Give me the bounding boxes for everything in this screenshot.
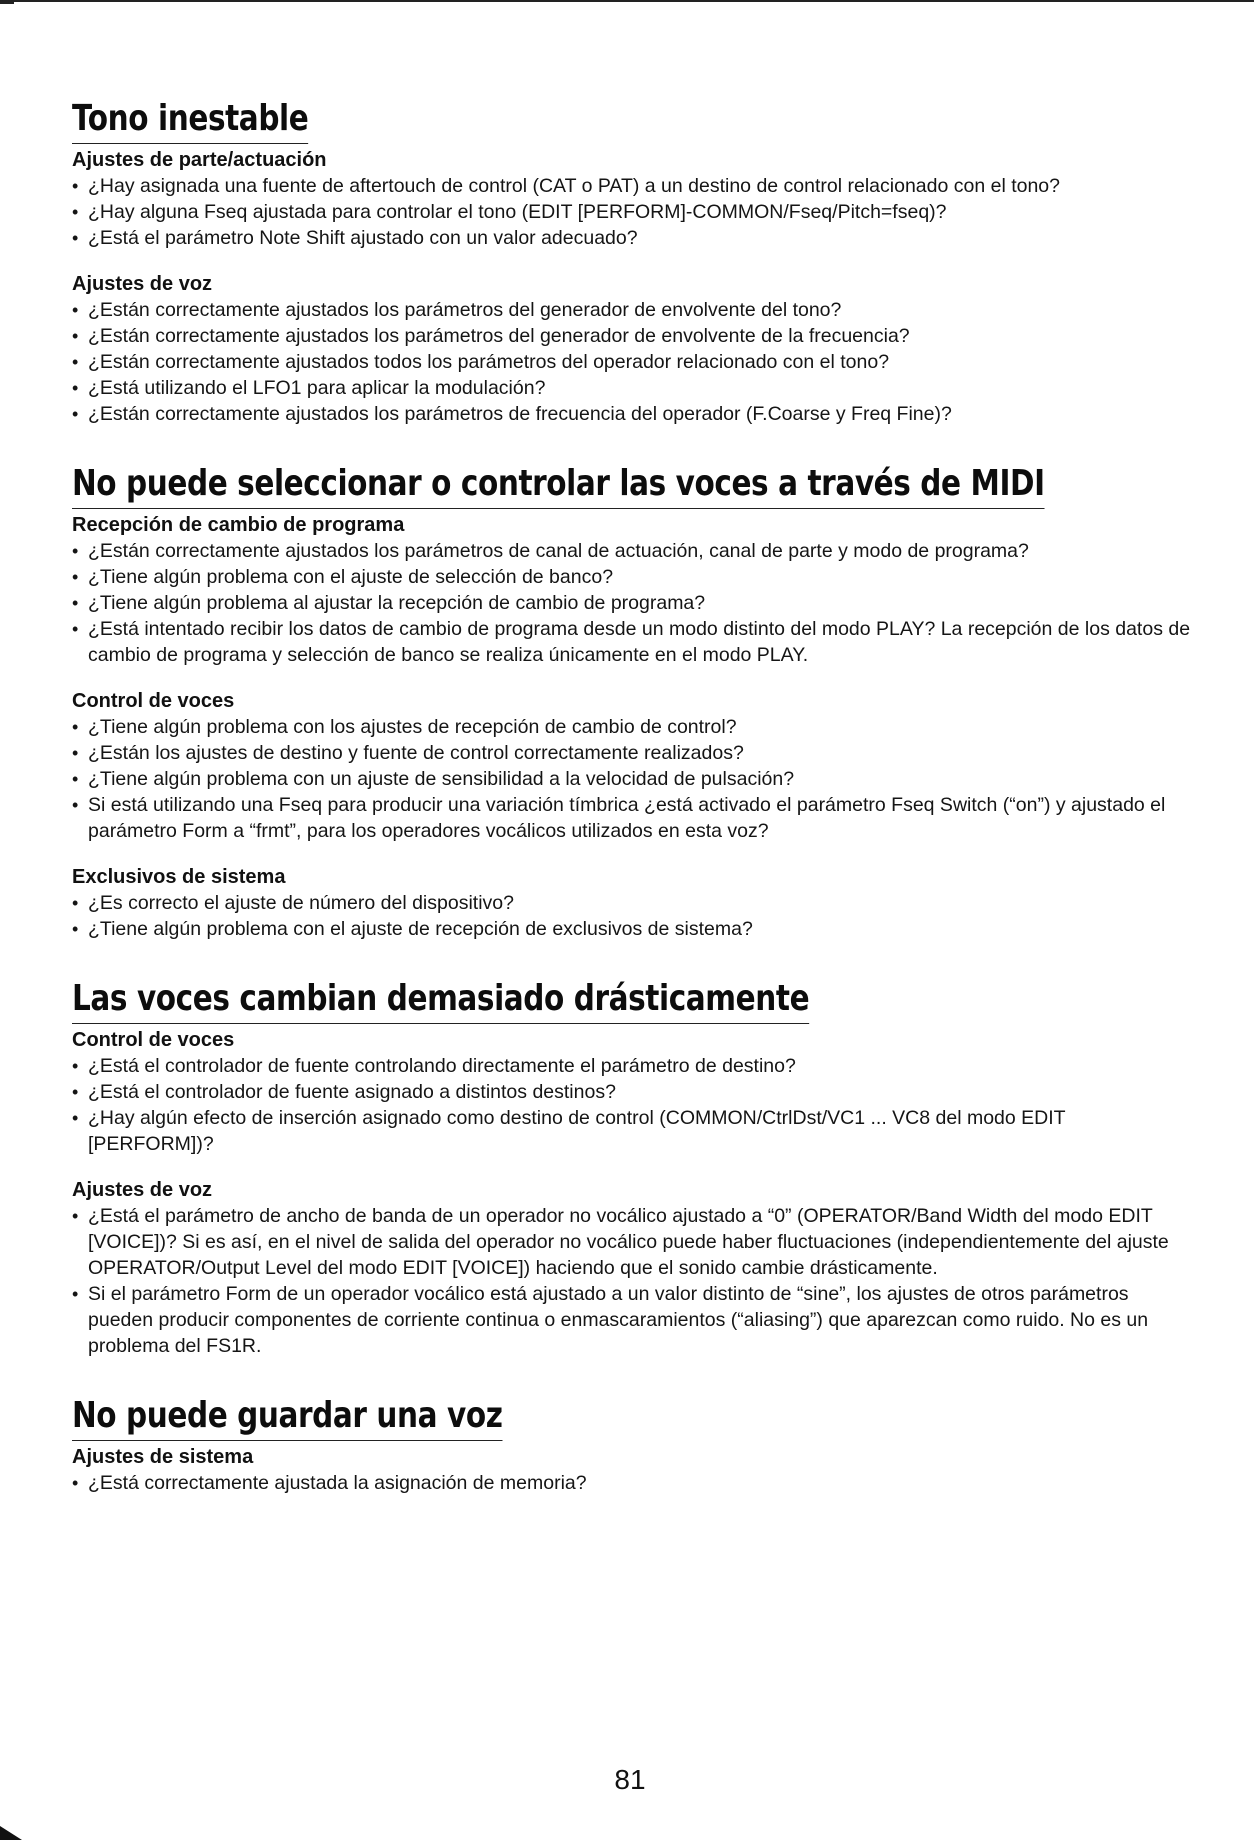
list-item: • ¿Está el parámetro Note Shift ajustado con un valor adecuado? — [72, 225, 1192, 251]
list-item: • Si el parámetro Form de un operador vocálico está ajustado a un valor distinto de “sine”, los ajustes de otros parámetros pueden producir componentes de corriente continua o enmascaramientos (“aliasing”) que aparezcan como ruido. No es un problema del FS1R. — [72, 1281, 1192, 1359]
section-title: No puede guardar una voz — [72, 1393, 502, 1441]
subsection — [72, 688, 1192, 844]
list-item: • ¿Están correctamente ajustados los parámetros de frecuencia del operador (F.Coarse y Freq Fine)? — [72, 401, 1192, 427]
bullet-list — [72, 1203, 1192, 1359]
top-corner-mark — [0, 0, 14, 4]
list-item: • ¿Tiene algún problema con el ajuste de recepción de exclusivos de sistema? — [72, 916, 1192, 942]
list-item: • ¿Están correctamente ajustados todos los parámetros del operador relacionado con el tono? — [72, 349, 1192, 375]
list-item: • ¿Tiene algún problema con un ajuste de sensibilidad a la velocidad de pulsación? — [72, 766, 1192, 792]
subsection — [72, 1444, 1192, 1496]
list-item: • ¿Está correctamente ajustada la asignación de memoria? — [72, 1470, 1192, 1496]
section-title: Las voces cambian demasiado drásticamente — [72, 976, 809, 1024]
list-item: • ¿Están correctamente ajustados los parámetros del generador de envolvente del tono? — [72, 297, 1192, 323]
subsection — [72, 1177, 1192, 1359]
list-item: • ¿Tiene algún problema con los ajustes de recepción de cambio de control? — [72, 714, 1192, 740]
bullet-list — [72, 297, 1192, 427]
page-content — [72, 96, 1192, 1496]
list-item: • ¿Tiene algún problema con el ajuste de selección de banco? — [72, 564, 1192, 590]
subsection-heading: Ajustes de voz — [72, 1179, 213, 1201]
list-item: • ¿Está intentado recibir los datos de cambio de programa desde un modo distinto del modo PLAY? La recepción de los datos de cambio de programa y selección de banco se realiza únicamente en el modo PLAY. — [72, 616, 1192, 668]
list-item: • Si está utilizando una Fseq para producir una variación tímbrica ¿está activado el parámetro Fseq Switch (“on”) y ajustado el parámetro Form a “frmt”, para los operadores vocálicos utilizados en esta voz? — [72, 792, 1192, 844]
list-item: • ¿Está el controlador de fuente asignado a distintos destinos? — [72, 1079, 1192, 1105]
list-item: • ¿Hay asignada una fuente de aftertouch de control (CAT o PAT) a un destino de control relacionado con el tono? — [72, 173, 1192, 199]
list-item: • ¿Hay alguna Fseq ajustada para controlar el tono (EDIT [PERFORM]-COMMON/Fseq/Pitch=fseq)? — [72, 199, 1192, 225]
top-border-line — [0, 0, 1254, 2]
bullet-list — [72, 890, 1192, 942]
subsection-heading: Exclusivos de sistema — [72, 866, 286, 888]
list-item: • ¿Tiene algún problema al ajustar la recepción de cambio de programa? — [72, 590, 1192, 616]
subsection-heading: Control de voces — [72, 1029, 235, 1051]
list-item: • ¿Están los ajustes de destino y fuente de control correctamente realizados? — [72, 740, 1192, 766]
section-title: No puede seleccionar o controlar las voces a través de MIDI — [72, 461, 1045, 509]
bullet-list — [72, 538, 1192, 668]
subsection — [72, 1027, 1192, 1157]
bullet-list — [72, 1053, 1192, 1157]
bullet-list — [72, 1470, 1192, 1496]
subsection-heading: Ajustes de sistema — [72, 1446, 254, 1468]
section-tono-inestable — [72, 96, 1192, 427]
subsection — [72, 147, 1192, 251]
bullet-list — [72, 714, 1192, 844]
subsection-heading: Recepción de cambio de programa — [72, 514, 405, 536]
page-number: 81 — [614, 1764, 646, 1795]
list-item: • ¿Están correctamente ajustados los parámetros del generador de envolvente de la frecuencia? — [72, 323, 1192, 349]
list-item: • ¿Está utilizando el LFO1 para aplicar la modulación? — [72, 375, 1192, 401]
list-item: • ¿Están correctamente ajustados los parámetros de canal de actuación, canal de parte y modo de programa? — [72, 538, 1192, 564]
section-midi — [72, 461, 1192, 942]
section-guardar-voz — [72, 1393, 1192, 1496]
subsection-heading: Ajustes de voz — [72, 273, 213, 295]
subsection — [72, 512, 1192, 668]
subsection — [72, 271, 1192, 427]
subsection-heading: Ajustes de parte/actuación — [72, 149, 327, 171]
bullet-list — [72, 173, 1192, 251]
subsection-heading: Control de voces — [72, 690, 235, 712]
section-voces-cambian — [72, 976, 1192, 1359]
list-item: • ¿Es correcto el ajuste de número del dispositivo? — [72, 890, 1192, 916]
list-item: • ¿Está el parámetro de ancho de banda de un operador no vocálico ajustado a “0” (OPERATOR/Band Width del modo EDIT [VOICE])? Si es así, en el nivel de salida del operador no vocálico puede haber fluctuaciones (independientemente del ajuste OPERATOR/Output Level del modo EDIT [VOICE]) haciendo que el sonido cambie drásticamente. — [72, 1203, 1192, 1281]
list-item: • ¿Está el controlador de fuente controlando directamente el parámetro de destino? — [72, 1053, 1192, 1079]
list-item: • ¿Hay algún efecto de inserción asignado como destino de control (COMMON/CtrlDst/VC1 ... VC8 del modo EDIT [PERFORM])? — [72, 1105, 1192, 1157]
bottom-corner-mark — [0, 1826, 22, 1840]
subsection — [72, 864, 1192, 942]
section-title: Tono inestable — [72, 96, 308, 144]
